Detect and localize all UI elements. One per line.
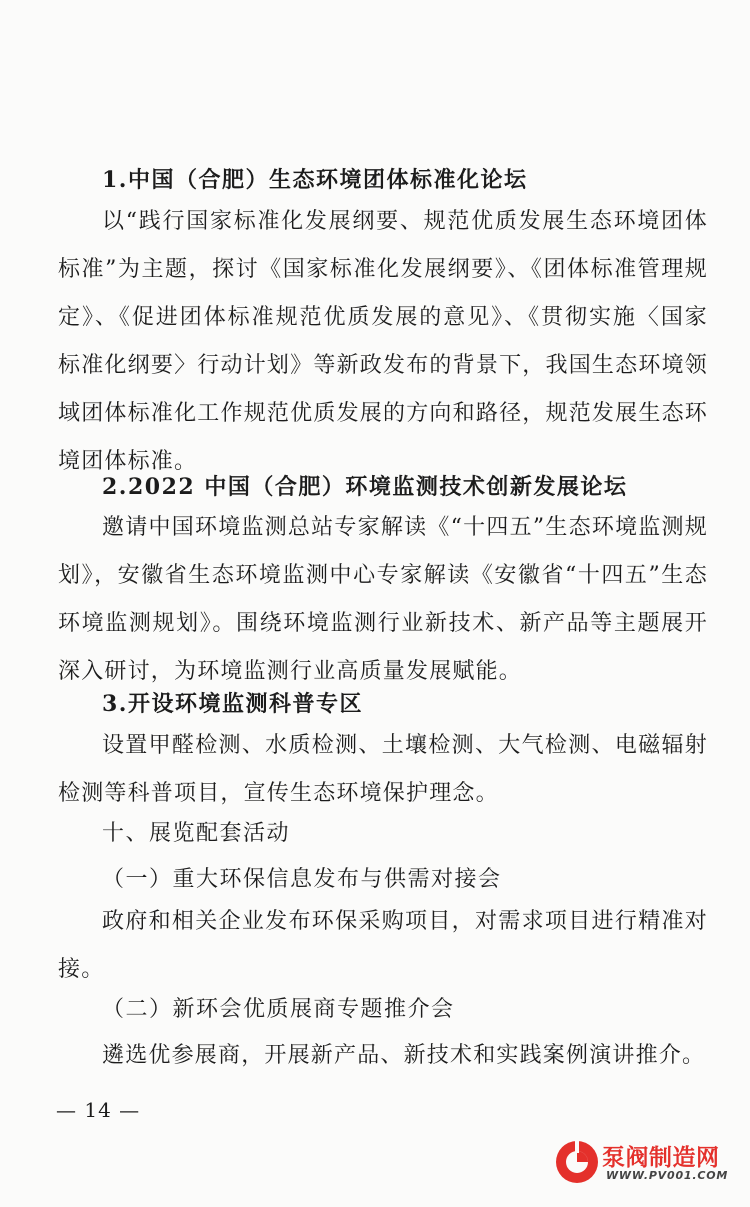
section-heading-3: 3.开设环境监测科普专区 bbox=[102, 691, 363, 717]
section-paragraph-2: 邀请中国环境监测总站专家解读《“十四五”生态环境监测规划》，安徽省生态环境监测中心专家解读《安徽省“十四五”生态环境监测规划》。围绕环境监测行业新技术、新产品等主题展开深入研讨，为环境监测行业高质量发展赋能。 bbox=[58, 515, 708, 684]
section-paragraph-3: 设置甲醛检测、水质检测、土壤检测、大气检测、电磁辐射检测等科普项目，宣传生态环境保护理念。 bbox=[58, 733, 708, 806]
watermark-url: WWW.PV001.COM bbox=[606, 1169, 729, 1182]
section-heading-6: （二）新环会优质展商专题推介会 bbox=[102, 997, 455, 1022]
page-number: — 14 — bbox=[56, 1098, 141, 1122]
section-heading-2: 2.2022 中国（合肥）环境监测技术创新发展论坛 bbox=[102, 474, 628, 500]
watermark-title: 泵阀制造网 bbox=[602, 1145, 720, 1171]
red-circle-logo-icon bbox=[554, 1139, 600, 1185]
section-heading-4: 十、展览配套活动 bbox=[102, 821, 291, 846]
watermark bbox=[554, 1135, 736, 1195]
section-paragraph-6: 遴选优参展商，开展新产品、新技术和实践案例演讲推介。 bbox=[102, 1043, 706, 1068]
section-paragraph-5: 政府和相关企业发布环保采购项目，对需求项目进行精准对接。 bbox=[58, 909, 708, 982]
section-paragraph-1: 以“践行国家标准化发展纲要、规范优质发展生态环境团体标准”为主题，探讨《国家标准化发展纲要》、《团体标准管理规定》、《促进团体标准规范优质发展的意见》、《贯彻实施〈国家标准化纲要〉行动计划》等新政发布的背景下，我国生态环境领域团体标准化工作规范优质发展的方向和路径，规范发展生态环境团体标准。 bbox=[58, 209, 708, 474]
section-heading-1: 1.中国（合肥）生态环境团体标准化论坛 bbox=[102, 167, 528, 193]
section-heading-5: （一）重大环保信息发布与供需对接会 bbox=[102, 867, 502, 892]
